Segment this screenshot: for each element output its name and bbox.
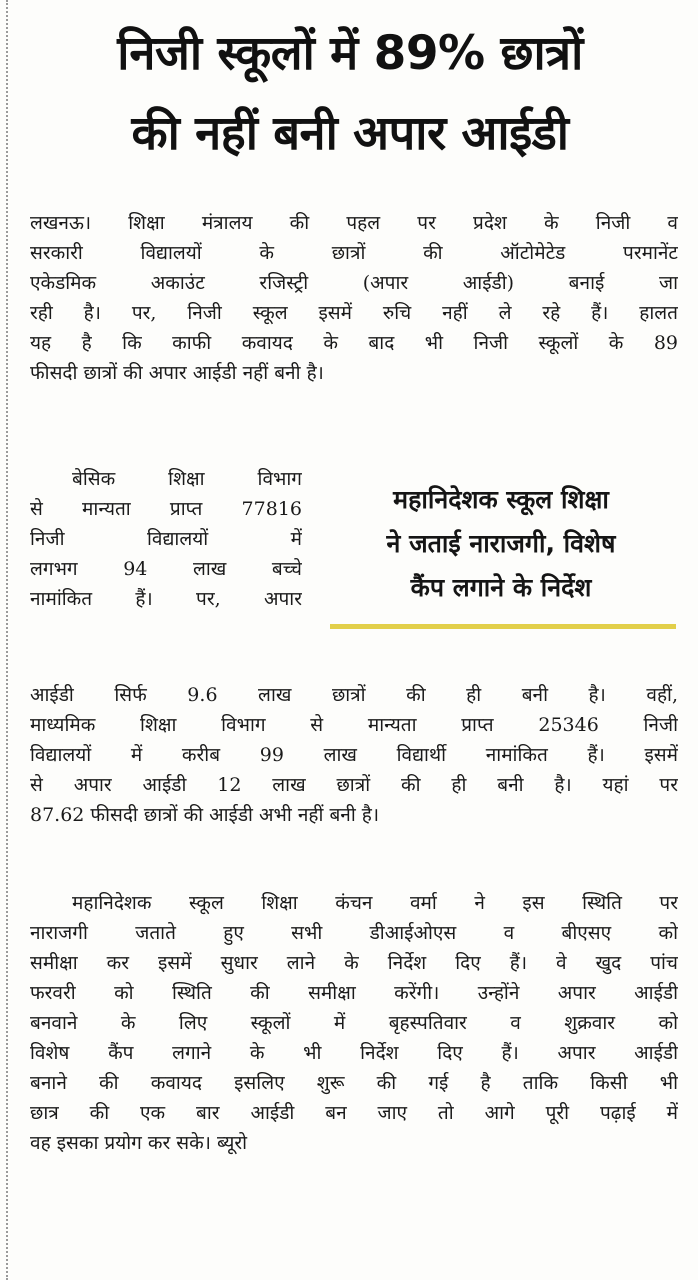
text-line: वह इसका प्रयोग कर सके। ब्यूरो: [30, 1132, 248, 1154]
text-line: फरवरी को स्थिति की समीक्षा करेंगी। उन्होंने अपार आईडी: [30, 982, 678, 1004]
headline-line-2: की नहीं बनी अपार आईडी: [131, 106, 569, 161]
text-line: छात्र की एक बार आईडी बन जाए तो आगे पूरी पढ़ाई में: [30, 1102, 678, 1124]
pull-quote: [318, 478, 684, 610]
text-line: बनाने की कवायद इसलिए शुरू की गई है ताकि किसी भी: [30, 1072, 678, 1094]
text-line: आईडी सिर्फ 9.6 लाख छात्रों की ही बनी है। वहीं,: [30, 684, 678, 706]
pull-quote-underline: [330, 624, 676, 629]
pull-quote-line: ने जताई नाराजगी, विशेष: [386, 529, 616, 558]
paragraph-basic-education: [30, 464, 302, 614]
pull-quote-line: कैंप लगाने के निर्देश: [410, 573, 592, 602]
paragraph-secondary-education: [30, 680, 678, 830]
text-line: सरकारी विद्यालयों के छात्रों की ऑटोमेटेड परमानेंट: [30, 242, 678, 264]
text-line: फीसदी छात्रों की अपार आईडी नहीं बनी है।: [30, 362, 324, 384]
text-line: एकेडमिक अकाउंट रजिस्ट्री (अपार आईडी) बनाई जा: [30, 272, 678, 294]
text-line: रही है। पर, निजी स्कूल इसमें रुचि नहीं ले रहे हैं। हालत: [30, 302, 678, 324]
paragraph-intro: [30, 208, 678, 388]
text-line: समीक्षा कर इसमें सुधार लाने के निर्देश दिए हैं। वे खुद पांच: [30, 952, 678, 974]
text-line: से अपार आईडी 12 लाख छात्रों की ही बनी है। यहां पर: [30, 774, 678, 796]
text-line: महानिदेशक स्कूल शिक्षा कंचन वर्मा ने इस स्थिति पर: [72, 892, 678, 914]
text-line: लखनऊ। शिक्षा मंत्रालय की पहल पर प्रदेश के निजी व: [30, 212, 678, 234]
text-line: विद्यालयों में करीब 99 लाख विद्यार्थी नामांकित हैं। इसमें: [30, 744, 678, 766]
text-line: माध्यमिक शिक्षा विभाग से मान्यता प्राप्त 25346 निजी: [30, 714, 678, 736]
text-line: बनवाने के लिए स्कूलों में बृहस्पतिवार व शुक्रवार को: [30, 1012, 678, 1034]
text-line: विशेष कैंप लगाने के भी निर्देश दिए हैं। अपार आईडी: [30, 1042, 678, 1064]
pull-quote-line: महानिदेशक स्कूल शिक्षा: [393, 485, 609, 514]
text-line: 87.62 फीसदी छात्रों की आईडी अभी नहीं बनी है।: [30, 804, 380, 826]
text-line: लगभग 94 लाख बच्चे: [30, 558, 302, 580]
text-line: निजी विद्यालयों में: [30, 528, 302, 550]
headline: [20, 14, 680, 174]
text-line: बेसिक शिक्षा विभाग: [72, 468, 302, 490]
paragraph-director-general: [30, 888, 678, 1158]
text-line: नामांकित हैं। पर, अपार: [30, 588, 302, 610]
column-divider: [6, 0, 8, 1280]
headline-line-1: निजी स्कूलों में 89% छात्रों: [117, 26, 583, 81]
text-line: से मान्यता प्राप्त 77816: [30, 498, 302, 520]
text-line: यह है कि काफी कवायद के बाद भी निजी स्कूलों के 89: [30, 332, 678, 354]
text-line: नाराजगी जताते हुए सभी डीआईओएस व बीएसए को: [30, 922, 678, 944]
